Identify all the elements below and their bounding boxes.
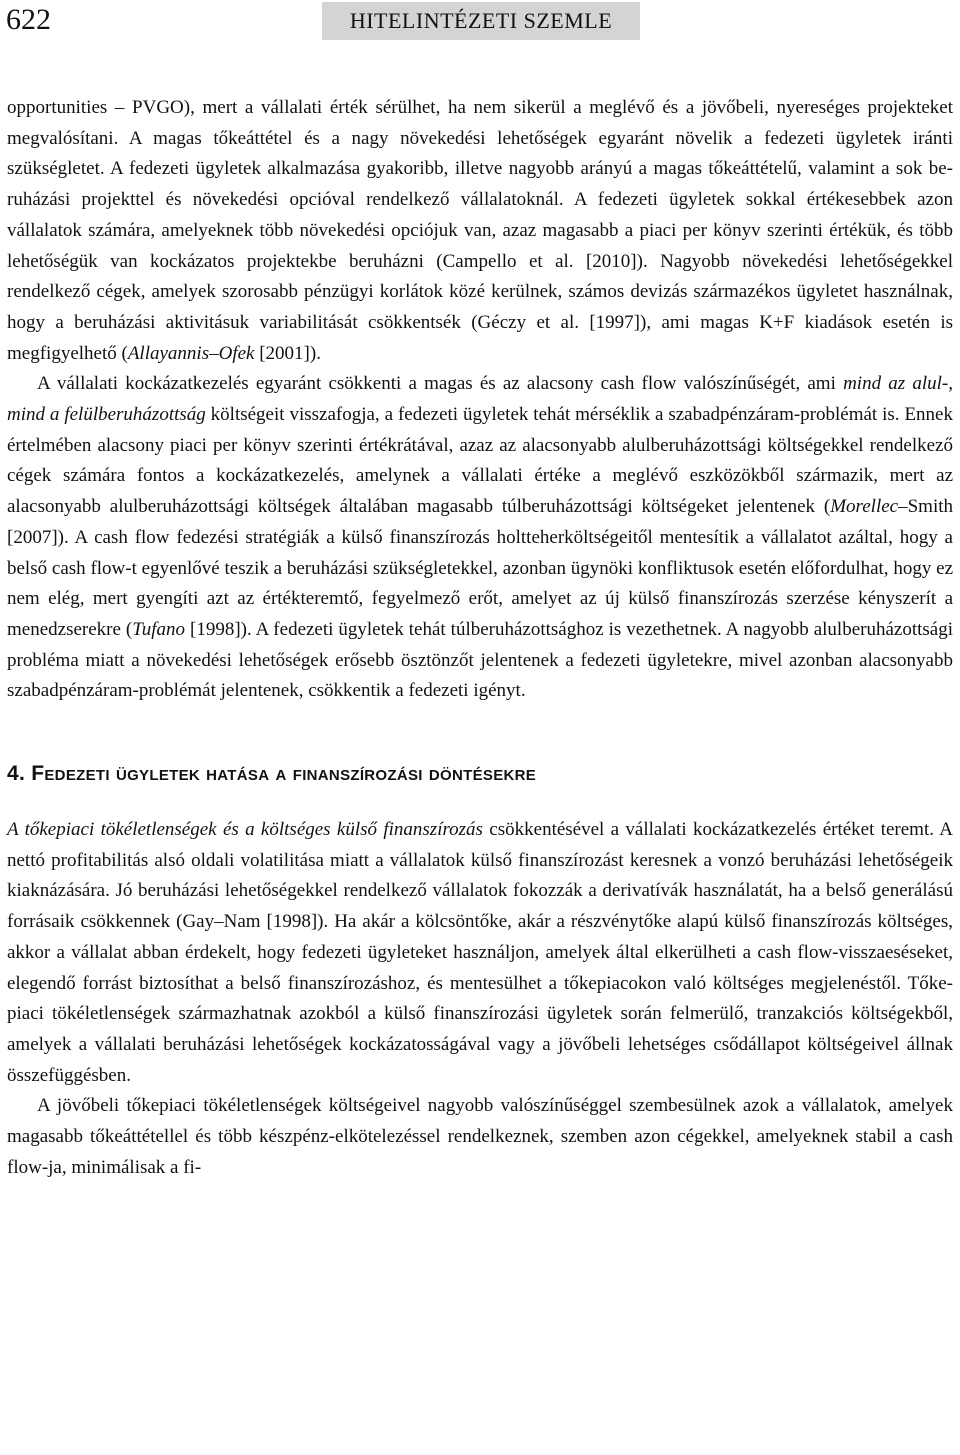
- emphasis-tokepiaci: A tőkepiaci tökéletlenségek és a költséges külső finanszírozás: [7, 819, 483, 841]
- citation-tufano: Tufano: [132, 618, 186, 640]
- paragraph-4-text-a: A jövőbeli tőkepiaci tökéletlenségek költségeivel nagyobb valószínűséggel szembesülnek azok a vállalatok, amelyek magasabb tőkeáttétellel és több készpénz-elkötelezéssel rendelkeznek, szemben azon cégekkel, amelyeknek stabil a cash flow-ja, minimálisak a fi-: [7, 1095, 953, 1178]
- article-body: [7, 93, 953, 1184]
- emphasis-alul-felul: mind az alul-, mind a felülberuházottság: [7, 373, 953, 426]
- page-header: [0, 0, 960, 40]
- page-number: 622: [6, 3, 51, 36]
- paragraph-4: [7, 1091, 953, 1183]
- paragraph-2: [7, 369, 953, 707]
- paragraph-3: [7, 815, 953, 1091]
- paragraph-1-text-a: opportunities – PVGO), mert a vállalati érték sérülhet, ha nem sikerül a meglévő és a jövőbeli, nyereséges projekteket megvalósítani. A magas tőkeáttétel és a nagy növekedési lehetőségek egyaránt növelik a fedezeti ügyletek iránti szükségletet. A fedezeti ügyletek alkalmazása gyakoribb, illetve nagyobb arányú a magas tőkeáttételű, valamint a sok beruházási projekttel és növekedési opcióval rendelkező vállalatoknál. A fedezeti ügyletek sokkal értékesebbek azon vállalatok számára, amelyeknek több növekedési opciójuk van, azaz magasabb a piaci per könyv szerinti értékük, és több lehetőségük van kockázatos projektekbe beruházni (Campello et al. [2010]). Nagyobb növekedési lehetőségekkel rendelkező cégek, amelyek szorosabb pénzügyi korlátok közé kerülnek, számos devizás származékos ügyletet használnak, hogy a beruházási aktivitásuk variabilitását csökkentsék (Géczy et al. [1997]), ami magas K+F kiadások esetén is megfigyelhető (: [7, 97, 953, 364]
- citation-morellec: Morellec: [830, 496, 899, 518]
- paragraph-3-text-a: csökkentésével a vállalati kockázatkezelés értéket teremt. A nettó profitabilitás alsó oldali volatilitása miatt a vállalatok külső finanszírozást keresnek a vonzó beruházási lehetőségeik kiaknázására. Jó beruházási lehetőségekkel rendelkező vállalatok fokozzák a derivatívák használatát, ha a belső generálású forrásaik csökkennek (Gay–Nam [1998]). Ha akár a kölcsöntőke, akár a részvénytőke alapú külső finanszírozás költséges, akkor a vállalat abban érdekelt, hogy fedezeti ügyleteket használjon, amelyek által elkerülheti a cash flow-visszaeséseket, elegendő forrást biztosíthat a belső finanszírozáshoz, és mentesülhet a tőkepiacokon való költséges megjelenéstől. Tőkepiaci tökéletlenségek származhatnak azokból a külső finanszírozási ügyletek során felmerülő, tranzakciós költségekből, amelyek a vállalati beruházási lehetőségek kockázatosságával vagy a jövőbeli lehetséges csődállapot költségeivel állnak összefüggésben.: [7, 819, 953, 1086]
- paragraph-2-text-b: költségeit visszafogja, a fedezeti ügyletek tehát mérséklik a szabadpénzáram-problémát is. Ennek értelmében alacsony piaci per könyv szerinti értékrátával, azaz az alacsonyabb alulberuházottsági költségekkel rendelkező cégek számára fontos a kockázatkezelés, amelynek a vállalati értéke a meglévő eszközökből származik, mert az alacsonyabb alulberuházottsági költségek általában magasabb túlberuházottsági költségeket jelentenek (: [7, 404, 953, 518]
- section-heading: 4. Fedezeti ügyletek hatása a finanszírozási döntésekre: [7, 762, 537, 786]
- paragraph-1-text-b: [2001]).: [254, 342, 321, 364]
- citation-allayannis-ofek: Allayannis–Ofek: [127, 342, 255, 364]
- paragraph-2-text-a: A vállalati kockázatkezelés egyaránt csökkenti a magas és az alacsony cash flow valószínűségét, ami: [37, 373, 844, 395]
- paragraph-2-text-c: –Smith [2007]). A cash flow fedezési stratégiák a külső finanszírozás holtteherköltségeitől mentesítik a vállalatot azáltal, hogy a belső cash flow-t egyenlővé teszik a beruházási szükségletekkel, azonban ügynöki konfliktusok esetén előfordulhat, hogy ez nem elég, mert gyengíti azt az értékteremtő, fegyelmező erőt, amelyet az új külső finanszírozás szerzése kényszerít a menedzserekre (: [7, 496, 953, 640]
- journal-title: HITELINTÉZETI SZEMLE: [322, 2, 640, 40]
- paragraph-2-text-d: [1998]). A fedezeti ügyletek tehát túlberuházottsághoz is vezethetnek. A nagyobb alulberuházottsági probléma miatt a növekedési lehetőségek erősebb ösztönzőt jelentenek a fedezeti ügyletekre, mivel azonban alacsonyabb szabadpénzáram-problémát jelentenek, csökkentik a fedezeti igényt.: [7, 618, 953, 702]
- paragraph-1: [7, 93, 953, 369]
